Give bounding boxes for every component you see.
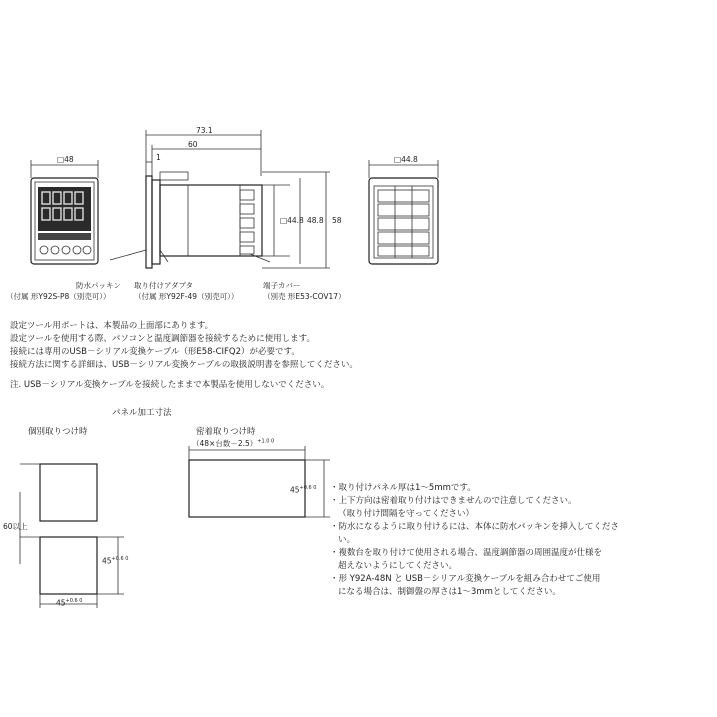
- bullet-line: い。: [338, 535, 356, 545]
- bullet-line: になる場合は、制御盤の厚さは1～3mmとしてください。: [338, 587, 561, 597]
- callout-waterproof-packing: 防水パッキン: [76, 281, 121, 290]
- individual-mount-title: 個別取りつけ時: [28, 427, 88, 437]
- bullet-line: ・防水になるように取り付けるには、本体に防水パッキンを挿入してくださ: [330, 522, 619, 532]
- dim-front-width: □48: [57, 155, 74, 164]
- dim-rear-width: □44.8: [394, 155, 418, 164]
- individual-height-label: $45^{+0.6 0}$: [102, 556, 129, 566]
- group-height-label: $45^{+0.6 0}$: [290, 485, 317, 495]
- cutout-group: [189, 446, 330, 517]
- group-formula: （48×台数－2.5）$^{+1.0 0}$: [192, 438, 275, 448]
- bullet-line: ・複数台を取り付けて使用される場合、温度調節器の周囲温度が仕様を: [330, 548, 603, 558]
- note-line: 接続方法に関する詳細は、USB－シリアル変換ケーブルの取扱説明書を参照してください。: [10, 360, 358, 370]
- side-view: [110, 130, 330, 268]
- dim-h-48-8: 48.8: [307, 216, 324, 225]
- callout-mount-adapter: 取り付けアダプタ: [134, 281, 193, 290]
- cutout-individual: [20, 464, 124, 608]
- panel-cutout-title: パネル加工寸法: [112, 408, 172, 418]
- dim-body-depth: 60: [188, 140, 198, 149]
- bullet-line: ・上下方向は密着取り付けはできませんので注意してください。: [330, 496, 577, 506]
- callout-terminal-cover-sub: （別売 形E53-COV17）: [263, 292, 346, 301]
- dim-total-depth: 73.1: [196, 126, 213, 135]
- individual-width-label: $45^{+0.6 0}$: [56, 598, 83, 608]
- note-line: 接続には専用のUSB－シリアル変換ケーブル（形E58-CIFQ2）が必要です。: [10, 347, 300, 357]
- note-line: 設定ツール用ポートは、本製品の上面部にあります。: [10, 321, 214, 331]
- front-view: [31, 160, 98, 264]
- rear-view: [369, 160, 438, 264]
- dim-h-58: 58: [332, 216, 342, 225]
- bullet-line: 超えないようにしてください。: [338, 561, 458, 571]
- dim-flange: 1: [156, 153, 161, 162]
- callout-mount-adapter-sub: （付属 形Y92F-49（別売可））: [134, 292, 239, 301]
- caution-note: 注. USB－シリアル変換ケーブルを接続したままで本製品を使用しないでください。: [10, 380, 330, 390]
- bullet-line: ・取り付けパネル厚は1～5mmです。: [330, 483, 476, 493]
- bullet-line: ・形 Y92A-48N と USB－シリアル変換ケーブルを組み合わせてご使用: [330, 574, 601, 584]
- callout-waterproof-packing-sub: （付属 形Y92S-P8（別売可））: [6, 292, 111, 301]
- pitch-label: 60以上: [3, 522, 28, 531]
- dim-h-44-8: □44.8: [280, 216, 304, 225]
- bullet-line: （取り付け間隔を守ってください）: [338, 509, 475, 519]
- note-line: 設定ツールを使用する際、パソコンと温度調節器を接続するために使用します。: [10, 334, 315, 344]
- callout-terminal-cover: 端子カバー: [263, 281, 301, 290]
- group-mount-title: 密着取りつけ時: [196, 427, 256, 437]
